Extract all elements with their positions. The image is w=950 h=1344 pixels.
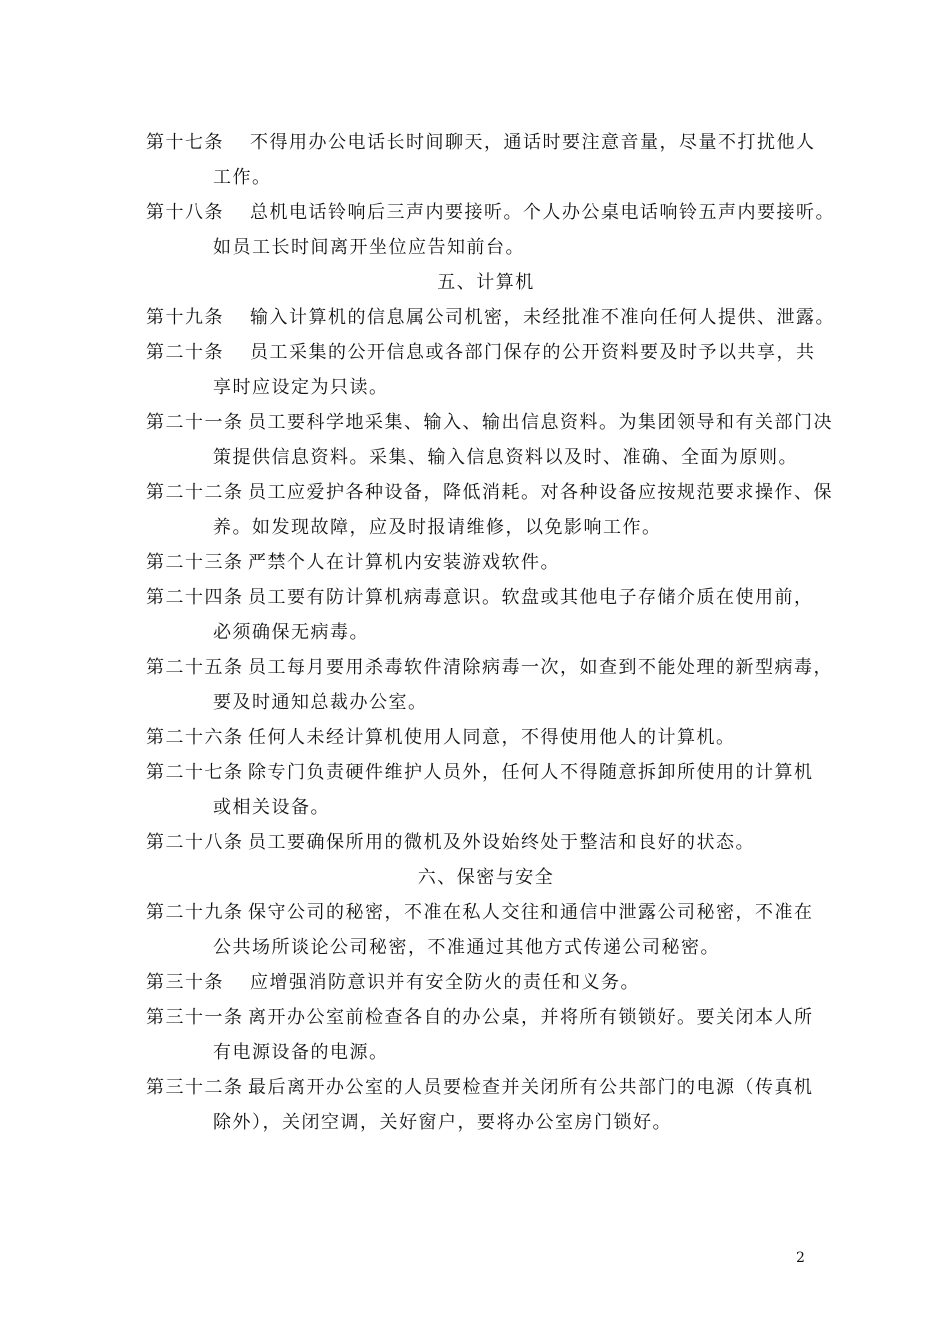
article-label: 第十八条 [146,202,224,223]
article-label: 第十九条 [146,307,224,328]
article-text: 员工采集的公开信息或各部门保存的公开资料要及时予以共享，共 [250,342,816,363]
page-number: 2 [796,1250,805,1266]
article-label: 第二十二条 [146,482,244,503]
article-20 [146,335,816,370]
article-label: 第二十条 [146,342,224,363]
article-label: 第二十九条 [146,902,244,923]
article-continuation: 必须确保无病毒。 [213,622,369,643]
article-label: 第二十三条 [146,552,244,573]
article-text: 应增强消防意识并有安全防火的责任和义务。 [250,972,640,993]
article-23 [146,545,806,580]
article-30 [146,965,806,1000]
article-text: 最后离开办公室的人员要检查并关闭所有公共部门的电源（传真机 [248,1077,814,1098]
article-22 [146,475,833,510]
article-text: 严禁个人在计算机内安装游戏软件。 [248,552,560,573]
article-label: 第三十二条 [146,1077,244,1098]
article-continuation: 策提供信息资料。采集、输入信息资料以及时、准确、全面为原则。 [213,447,798,468]
article-text: 员工每月要用杀毒软件清除病毒一次，如查到不能处理的新型病毒， [248,657,833,678]
section-heading-security: 六、保密与安全 [417,867,555,888]
article-text: 输入计算机的信息属公司机密，未经批准不准向任何人提供、泄露。 [250,307,835,328]
article-text: 不得用办公电话长时间聊天，通话时要注意音量，尽量不打扰他人 [250,132,816,153]
article-17 [146,125,816,160]
article-21 [146,405,833,440]
article-text: 保守公司的秘密，不准在私人交往和通信中泄露公司秘密，不准在 [248,902,814,923]
article-label: 第二十一条 [146,412,244,433]
article-text: 员工要确保所用的微机及外设始终处于整洁和良好的状态。 [248,832,755,853]
article-27 [146,755,814,790]
article-continuation: 有电源设备的电源。 [213,1042,389,1063]
article-28 [146,825,806,860]
article-32 [146,1070,814,1105]
article-25 [146,650,833,685]
article-text: 除专门负责硬件维护人员外，任何人不得随意拆卸所使用的计算机 [248,762,814,783]
article-text: 总机电话铃响后三声内要接听。个人办公桌电话响铃五声内要接听。 [250,202,835,223]
article-label: 第二十七条 [146,762,244,783]
article-continuation: 或相关设备。 [213,797,330,818]
article-continuation: 要及时通知总裁办公室。 [213,692,428,713]
article-continuation: 公共场所谈论公司秘密，不准通过其他方式传递公司秘密。 [213,937,720,958]
article-text: 员工应爱护各种设备，降低消耗。对各种设备应按规范要求操作、保 [248,482,833,503]
section-heading-computer: 五、计算机 [437,272,535,293]
article-continuation: 除外），关闭空调，关好窗户，要将办公室房门锁好。 [213,1112,672,1133]
article-text: 任何人未经计算机使用人同意，不得使用他人的计算机。 [248,727,736,748]
article-label: 第二十五条 [146,657,244,678]
article-label: 第二十六条 [146,727,244,748]
article-26 [146,720,806,755]
article-continuation: 工作。 [213,167,272,188]
article-29 [146,895,814,930]
document-body [146,125,835,1140]
article-label: 第二十八条 [146,832,244,853]
article-label: 第三十条 [146,972,224,993]
article-label: 第十七条 [146,132,224,153]
article-label: 第三十一条 [146,1007,244,1028]
article-continuation: 如员工长时间离开坐位应告知前台。 [213,237,525,258]
article-text: 员工要有防计算机病毒意识。软盘或其他电子存储介质在使用前， [248,587,814,608]
article-continuation: 享时应设定为只读。 [213,377,389,398]
article-31 [146,1000,814,1035]
article-label: 第二十四条 [146,587,244,608]
article-text: 离开办公室前检查各自的办公桌，并将所有锁锁好。要关闭本人所 [248,1007,814,1028]
article-18 [146,195,835,230]
article-continuation: 养。如发现故障，应及时报请维修，以免影响工作。 [213,517,662,538]
article-24 [146,580,814,615]
article-19 [146,300,835,335]
article-text: 员工要科学地采集、输入、输出信息资料。为集团领导和有关部门决 [248,412,833,433]
